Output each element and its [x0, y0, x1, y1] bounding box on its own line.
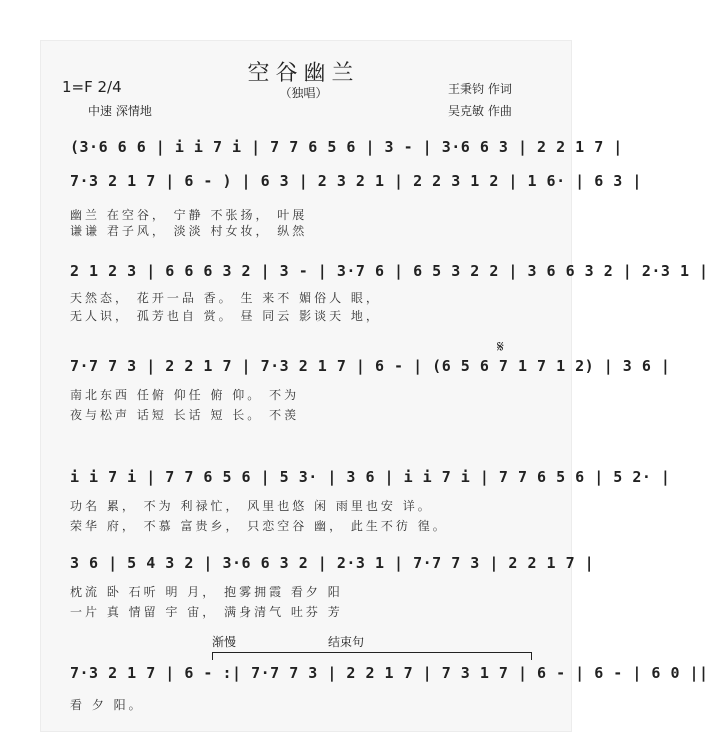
lyric-line-5-verse-2: 荣华 府， 不慕 富贵乡， 只恋空谷 幽， 此生不彷 徨。 — [70, 519, 448, 533]
lyric-line-2-verse-1: 幽兰 在空谷， 宁静 不张扬， 叶展 — [70, 208, 308, 222]
tempo-marking: 中速 深情地 — [88, 104, 152, 118]
score-line-6: 3 6 | 5 4 3 2 | 3·6 6 3 2 | 2·3 1 | 7·7 7 3 | 2 2 1 7 | — [70, 554, 595, 572]
lyric-line-6-verse-1: 枕流 卧 石听 明 月， 抱雾拥霞 看夕 阳 — [70, 585, 343, 599]
lyric-line-5-verse-1: 功名 累， 不为 利禄忙， 风里也悠 闲 雨里也安 详。 — [70, 499, 433, 513]
song-title: 空谷幽兰 — [247, 61, 360, 86]
ending-phrase-mark: 结束句 — [328, 635, 365, 649]
ending-bracket-line — [212, 652, 532, 653]
lyric-line-4-verse-1: 南北东西 任俯 仰任 俯 仰。 不为 — [70, 388, 300, 402]
key-signature: 1=F 2/4 — [62, 78, 122, 96]
segno-icon: 𝄋 — [497, 337, 504, 356]
composer-credit: 吴克敏 作曲 — [448, 104, 512, 118]
lyric-line-4-verse-2: 夜与松声 话短 长话 短 长。 不羡 — [70, 408, 300, 422]
score-line-1: (3·6 6 6 | i i 7 i | 7 7 6 5 6 | 3 - | 3·6 6 3 | 2 2 1 7 | — [70, 138, 623, 156]
song-subtitle: （独唱） — [279, 86, 328, 100]
lyric-line-7-verse-1: 看 夕 阳。 — [70, 698, 144, 712]
ritardando-mark: 渐慢 — [212, 635, 237, 649]
score-line-2: 7·3 2 1 7 | 6 - ) | 6 3 | 2 3 2 1 | 2 2 3 1 2 | 1 6· | 6 3 | — [70, 172, 642, 190]
ending-bracket-end — [531, 652, 532, 660]
lyric-line-3-verse-2: 无人识， 孤芳也自 赏。 昼 同云 影谈天 地， — [70, 309, 381, 323]
score-line-7: 7·3 2 1 7 | 6 - :| 7·7 7 3 | 2 2 1 7 | 7 3 1 7 | 6 - | 6 - | 6 0 || — [70, 664, 709, 682]
lyric-line-3-verse-1: 天然态， 花开一品 香。 生 来不 媚俗人 眼， — [70, 291, 381, 305]
score-line-3: 2 1 2 3 | 6 6 6 3 2 | 3 - | 3·7 6 | 6 5 3 2 2 | 3 6 6 3 2 | 2·3 1 | — [70, 262, 709, 280]
ending-bracket-start — [212, 652, 213, 660]
lyric-line-2-verse-2: 谦谦 君子风， 淡淡 村女妆， 纵然 — [70, 224, 308, 238]
score-line-5: i i 7 i | 7 7 6 5 6 | 5 3· | 3 6 | i i 7 i | 7 7 6 5 6 | 5 2· | — [70, 468, 671, 486]
score-line-4: 7·7 7 3 | 2 2 1 7 | 7·3 2 1 7 | 6 - | (6 5 6 7 1 7 1 2) | 3 6 | — [70, 357, 671, 375]
lyric-line-6-verse-2: 一片 真 情留 宇 宙， 满身清气 吐芬 芳 — [70, 605, 343, 619]
lyricist-credit: 王秉钧 作词 — [448, 82, 512, 96]
